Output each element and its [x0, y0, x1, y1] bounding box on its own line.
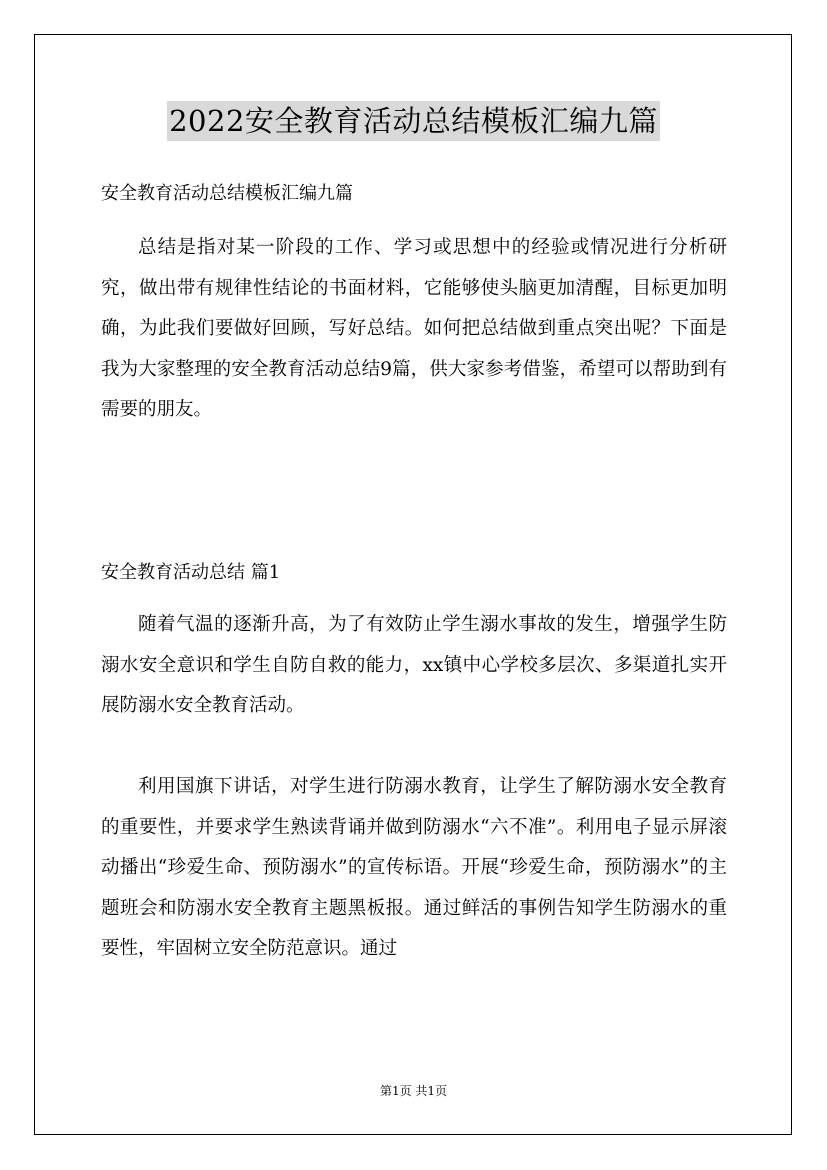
page-footer: 第1页 共1页 [379, 1084, 448, 1098]
document-subtitle: 安全教育活动总结模板汇编九篇 [101, 183, 353, 204]
title-container [0, 101, 827, 141]
intro-paragraph: 总结是指对某一阶段的工作、学习或思想中的经验或情况进行分析研究，做出带有规律性结论的书面材料，它能够使头脑更加清醒，目标更加明确，为此我们要做好回顾，写好总结。如何把总结做到重点突出呢？下面是我为大家整理的安全教育活动总结9篇，供大家参考借鉴，希望可以帮助到有需要的朋友。 [101, 237, 727, 421]
document-title: 2022安全教育活动总结模板汇编九篇 [167, 101, 660, 141]
body-paragraph-2: 利用国旗下讲话，对学生进行防溺水教育，让学生了解防溺水安全教育的重要性，并要求学生熟读背诵并做到防溺水“六不准”。利用电子显示屏滚动播出“珍爱生命、预防溺水”的宣传标语。开展“珍爱生命，预防溺水”的主题班会和防溺水安全教育主题黑板报。通过鲜活的事例告知学生防溺水的重要性，牢固树立安全防范意识。通过 [101, 776, 727, 960]
body-paragraph-1: 随着气温的逐渐升高，为了有效防止学生溺水事故的发生，增强学生防溺水安全意识和学生自防自救的能力，xx镇中心学校多层次、多渠道扎实开展防溺水安全教育活动。 [101, 614, 727, 717]
section-heading: 安全教育活动总结 篇1 [101, 562, 281, 583]
